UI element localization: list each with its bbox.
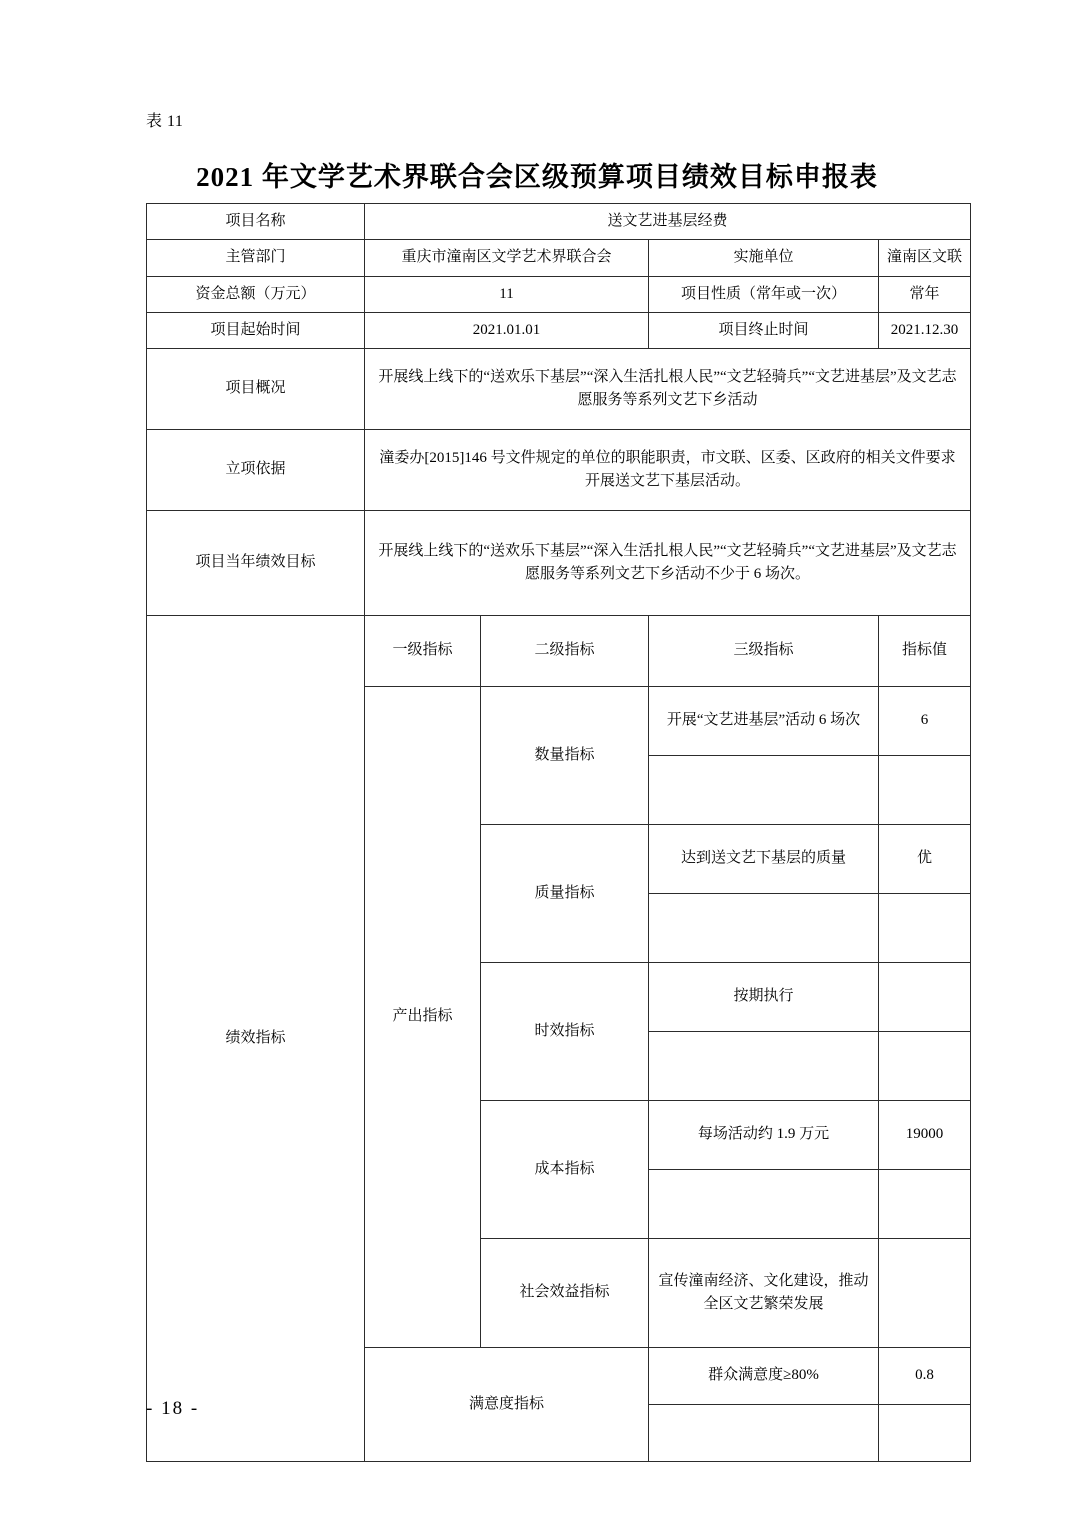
- value-cost-1: 19000: [879, 1101, 971, 1170]
- header-level3: 三级指标: [649, 616, 879, 687]
- field-label-performance-indicators: 绩效指标: [147, 616, 365, 1462]
- table-row-indicator-header: [147, 616, 971, 687]
- value-quantity-1: 6: [879, 687, 971, 756]
- level3-social-benefit-1: 宣传潼南经济、文化建设，推动全区文艺繁荣发展: [649, 1239, 879, 1348]
- level1-satisfaction: 满意度指标: [365, 1348, 649, 1462]
- table-row: [147, 276, 971, 312]
- table-row: [147, 312, 971, 348]
- table-row: [147, 204, 971, 240]
- level1-output: 产出指标: [365, 687, 481, 1348]
- table-label: 表 11: [146, 113, 184, 130]
- level3-timeliness-2: [649, 1032, 879, 1101]
- table-row: [147, 240, 971, 276]
- level2-quantity: 数量指标: [481, 687, 649, 825]
- value-satisfaction-1: 0.8: [879, 1348, 971, 1405]
- header-level2: 二级指标: [481, 616, 649, 687]
- field-value-implementing-unit: 潼南区文联: [879, 240, 971, 276]
- page-title: 2021 年文学艺术界联合会区级预算项目绩效目标申报表: [196, 162, 878, 192]
- field-value-supervising-dept: 重庆市潼南区文学艺术界联合会: [365, 240, 649, 276]
- field-label-project-name: 项目名称: [147, 204, 365, 240]
- field-label-project-nature: 项目性质（常年或一次）: [649, 276, 879, 312]
- field-label-start-date: 项目起始时间: [147, 312, 365, 348]
- field-label-implementing-unit: 实施单位: [649, 240, 879, 276]
- level3-satisfaction-2: [649, 1405, 879, 1462]
- level3-satisfaction-1: 群众满意度≥80%: [649, 1348, 879, 1405]
- level3-quality-1: 达到送文艺下基层的质量: [649, 825, 879, 894]
- table-row: [147, 349, 971, 430]
- field-value-project-name: 送文艺进基层经费: [365, 204, 971, 240]
- level3-quantity-2: [649, 756, 879, 825]
- field-value-project-overview: 开展线上线下的“送欢乐下基层”“深入生活扎根人民”“文艺轻骑兵”“文艺进基层”及文艺志愿服务等系列文艺下乡活动: [365, 349, 971, 430]
- field-value-basis: 潼委办[2015]146 号文件规定的单位的职能职责，市文联、区委、区政府的相关文件要求开展送文艺下基层活动。: [365, 430, 971, 511]
- field-label-total-funds: 资金总额（万元）: [147, 276, 365, 312]
- value-quality-1: 优: [879, 825, 971, 894]
- header-indicator-value: 指标值: [879, 616, 971, 687]
- level2-social-benefit: 社会效益指标: [481, 1239, 649, 1348]
- value-social-benefit-1: [879, 1239, 971, 1348]
- header-level1: 一级指标: [365, 616, 481, 687]
- page-number: - 18 -: [146, 1398, 200, 1419]
- level3-quality-2: [649, 894, 879, 963]
- field-value-end-date: 2021.12.30: [879, 312, 971, 348]
- field-value-project-nature: 常年: [879, 276, 971, 312]
- field-value-total-funds: 11: [365, 276, 649, 312]
- field-label-annual-target: 项目当年绩效目标: [147, 511, 365, 616]
- level3-quantity-1: 开展“文艺进基层”活动 6 场次: [649, 687, 879, 756]
- level2-timeliness: 时效指标: [481, 963, 649, 1101]
- value-quantity-2: [879, 756, 971, 825]
- field-label-supervising-dept: 主管部门: [147, 240, 365, 276]
- level3-cost-1: 每场活动约 1.9 万元: [649, 1101, 879, 1170]
- table-row: [147, 511, 971, 616]
- field-label-project-overview: 项目概况: [147, 349, 365, 430]
- value-quality-2: [879, 894, 971, 963]
- value-timeliness-1: [879, 963, 971, 1032]
- level2-quality: 质量指标: [481, 825, 649, 963]
- level3-cost-2: [649, 1170, 879, 1239]
- level3-timeliness-1: 按期执行: [649, 963, 879, 1032]
- table-row: [147, 430, 971, 511]
- field-label-end-date: 项目终止时间: [649, 312, 879, 348]
- field-value-annual-target: 开展线上线下的“送欢乐下基层”“深入生活扎根人民”“文艺轻骑兵”“文艺进基层”及文艺志愿服务等系列文艺下乡活动不少于 6 场次。: [365, 511, 971, 616]
- field-label-basis: 立项依据: [147, 430, 365, 511]
- performance-target-form: [146, 203, 971, 1462]
- field-value-start-date: 2021.01.01: [365, 312, 649, 348]
- value-cost-2: [879, 1170, 971, 1239]
- level2-cost: 成本指标: [481, 1101, 649, 1239]
- value-satisfaction-2: [879, 1405, 971, 1462]
- value-timeliness-2: [879, 1032, 971, 1101]
